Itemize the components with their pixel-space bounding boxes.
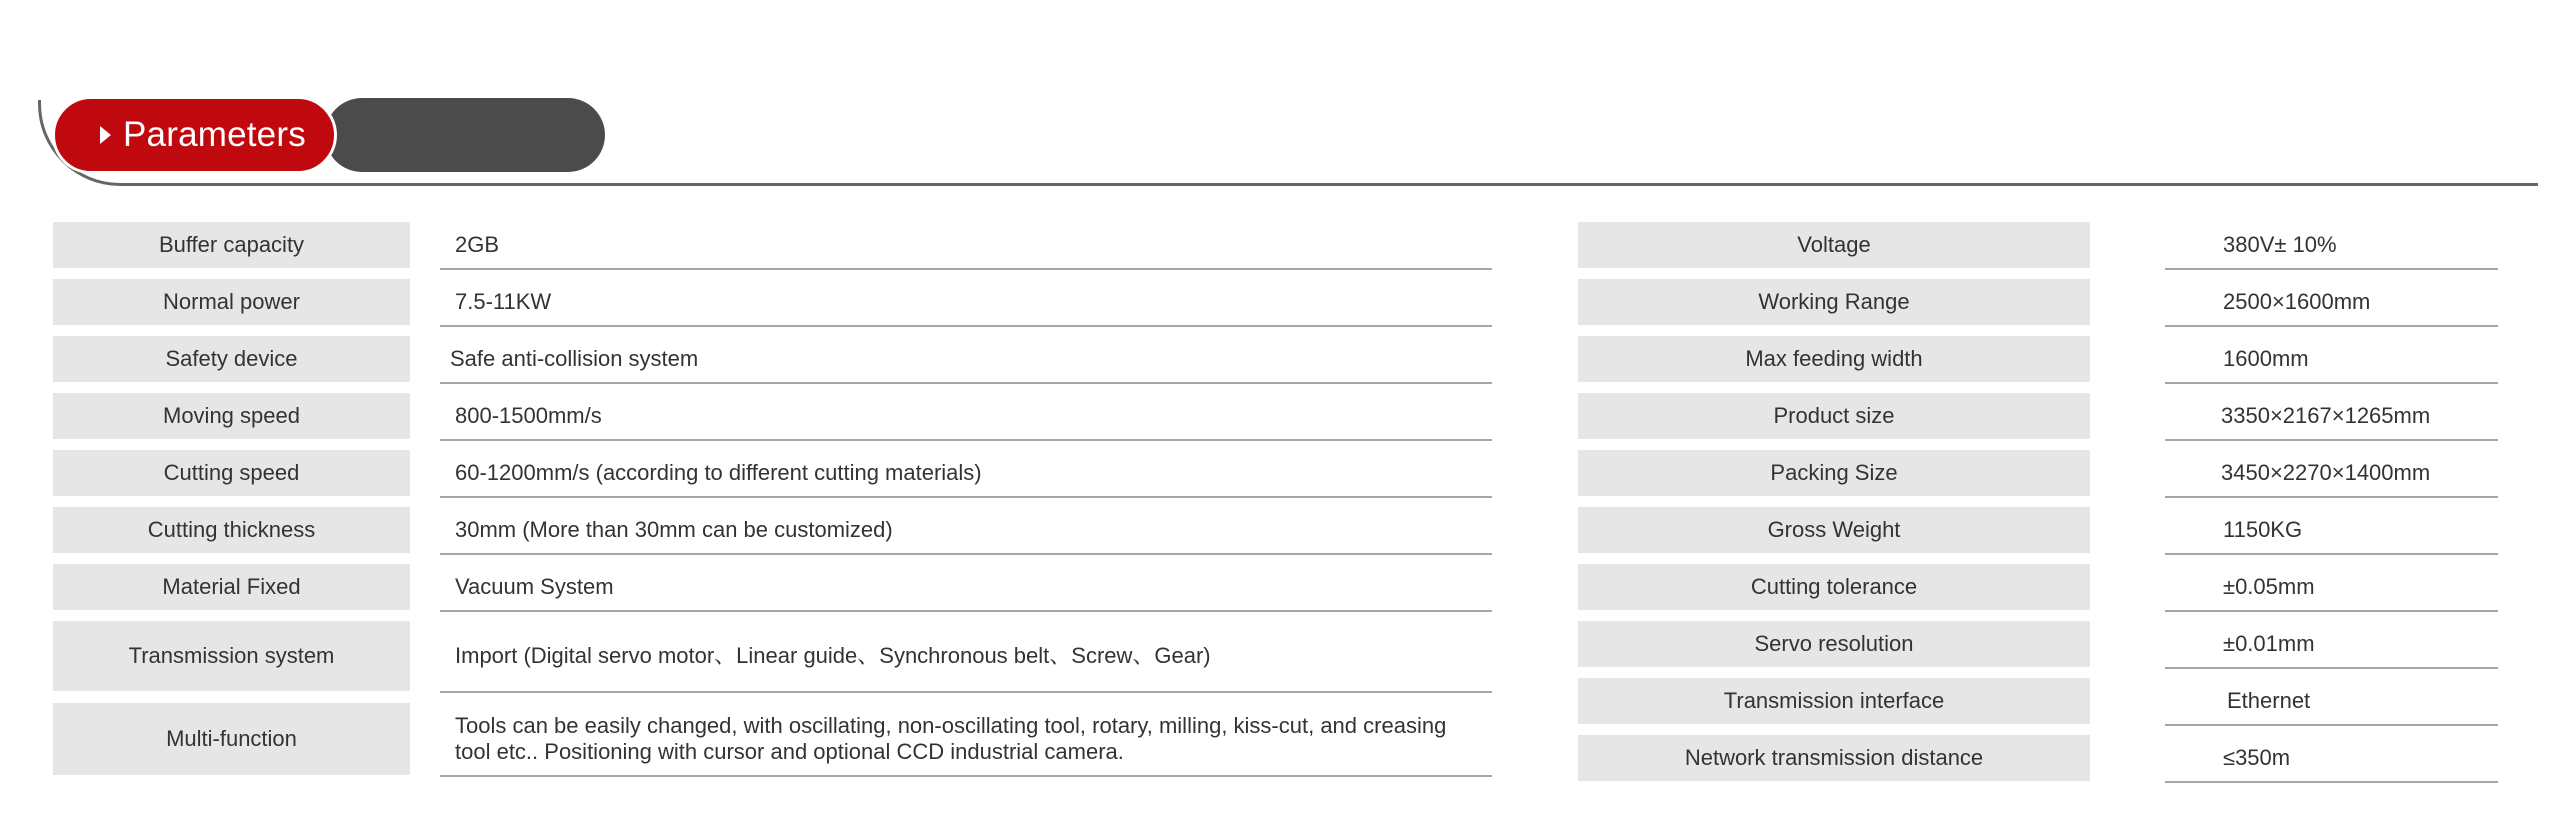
parameters-tab[interactable] <box>52 96 337 174</box>
param-label: Gross Weight <box>1578 507 2090 553</box>
param-label: Normal power <box>53 279 410 325</box>
param-value: 2500×1600mm <box>2165 279 2498 327</box>
param-label: Cutting thickness <box>53 507 410 553</box>
param-value: Safe anti-collision system <box>440 336 1492 384</box>
param-value: Ethernet <box>2165 678 2498 726</box>
param-label: Packing Size <box>1578 450 2090 496</box>
param-value: 30mm (More than 30mm can be customized) <box>440 507 1492 555</box>
param-label: Cutting speed <box>53 450 410 496</box>
param-label: Material Fixed <box>53 564 410 610</box>
param-label: Product size <box>1578 393 2090 439</box>
param-value: Tools can be easily changed, with oscillating, non-oscillating tool, rotary, milling, kiss-cut, and creasing tool etc.. Positioning with cursor and optional CCD industrial camera. <box>440 703 1492 777</box>
param-value: 60-1200mm/s (according to different cutting materials) <box>440 450 1492 498</box>
param-value: Vacuum System <box>440 564 1492 612</box>
param-label: Servo resolution <box>1578 621 2090 667</box>
param-label: Max feeding width <box>1578 336 2090 382</box>
param-value: Import (Digital servo motor、Linear guide、Synchronous belt、Screw、Gear) <box>440 621 1492 693</box>
param-value: ±0.05mm <box>2165 564 2498 612</box>
param-label: Voltage <box>1578 222 2090 268</box>
param-value: 3450×2270×1400mm <box>2165 450 2498 498</box>
secondary-tab[interactable] <box>325 98 605 172</box>
param-value: 2GB <box>440 222 1492 270</box>
param-label: Buffer capacity <box>53 222 410 268</box>
param-value: 1150KG <box>2165 507 2498 555</box>
param-value: 7.5-11KW <box>440 279 1492 327</box>
param-label: Network transmission distance <box>1578 735 2090 781</box>
param-label: Cutting tolerance <box>1578 564 2090 610</box>
section-title: Parameters <box>123 115 306 154</box>
play-arrow-icon <box>100 126 111 144</box>
param-label: Transmission system <box>53 621 410 691</box>
param-label: Moving speed <box>53 393 410 439</box>
param-value: 3350×2167×1265mm <box>2165 393 2498 441</box>
param-label: Transmission interface <box>1578 678 2090 724</box>
param-label: Safety device <box>53 336 410 382</box>
param-value: 380V± 10% <box>2165 222 2498 270</box>
param-value: 1600mm <box>2165 336 2498 384</box>
param-label: Multi-function <box>53 703 410 775</box>
param-value: ≤350m <box>2165 735 2498 783</box>
param-value: 800-1500mm/s <box>440 393 1492 441</box>
param-label: Working Range <box>1578 279 2090 325</box>
param-value: ±0.01mm <box>2165 621 2498 669</box>
